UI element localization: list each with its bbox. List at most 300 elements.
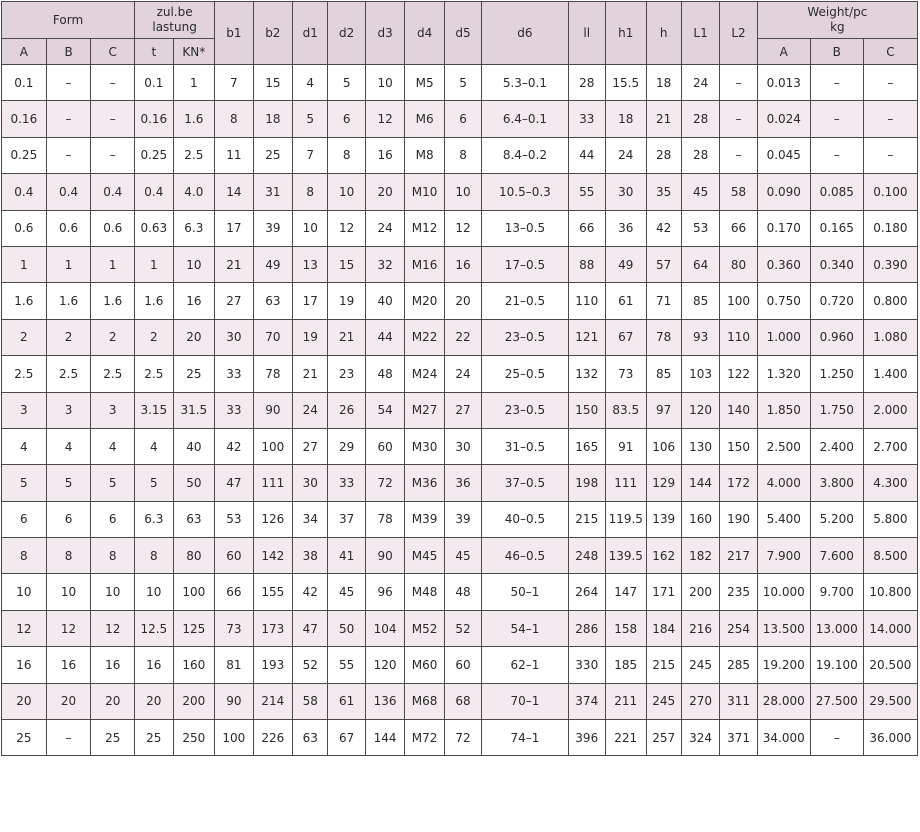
table-cell: 64: [681, 246, 719, 282]
table-cell: 3: [2, 392, 47, 428]
table-cell: 27: [293, 428, 328, 464]
table-cell: 17: [215, 210, 253, 246]
table-cell: 221: [605, 720, 646, 756]
table-cell: 10: [173, 246, 215, 282]
table-cell: 33: [215, 356, 253, 392]
table-cell: 2.5: [91, 356, 135, 392]
table-cell: 6: [46, 501, 91, 537]
table-cell: 264: [568, 574, 605, 610]
table-cell: 4: [46, 428, 91, 464]
table-cell: 200: [173, 683, 215, 719]
table-cell: 8: [444, 137, 481, 173]
table-cell: 104: [365, 610, 405, 646]
header-weight-b: B: [810, 39, 863, 65]
header-load-t: t: [135, 39, 173, 65]
table-cell: 97: [646, 392, 681, 428]
table-cell: 40: [173, 428, 215, 464]
table-cell: 66: [720, 210, 757, 246]
table-cell: 211: [605, 683, 646, 719]
table-cell: 184: [646, 610, 681, 646]
table-cell: 49: [605, 246, 646, 282]
table-cell: 5: [91, 465, 135, 501]
table-cell: 285: [720, 647, 757, 683]
table-cell: 96: [365, 574, 405, 610]
table-cell: 2.5: [173, 137, 215, 173]
table-cell: 121: [568, 319, 605, 355]
table-cell: 12: [46, 610, 91, 646]
table-cell: 16: [173, 283, 215, 319]
table-cell: 10: [91, 574, 135, 610]
table-cell: –: [46, 65, 91, 101]
table-cell: 120: [681, 392, 719, 428]
table-cell: 6: [91, 501, 135, 537]
table-cell: 1: [135, 246, 173, 282]
table-cell: 2: [46, 319, 91, 355]
table-cell: 0.090: [757, 174, 810, 210]
table-cell: 72: [444, 720, 481, 756]
table-cell: 6.3: [135, 501, 173, 537]
table-cell: 40–0.5: [482, 501, 568, 537]
table-cell: 0.170: [757, 210, 810, 246]
table-cell: 2.5: [135, 356, 173, 392]
table-cell: 16: [444, 246, 481, 282]
table-cell: 15.5: [605, 65, 646, 101]
table-cell: 139: [646, 501, 681, 537]
table-cell: M20: [405, 283, 445, 319]
table-cell: 10: [328, 174, 365, 210]
table-cell: 7: [215, 65, 253, 101]
table-cell: 12: [91, 610, 135, 646]
table-cell: 55: [328, 647, 365, 683]
table-cell: 73: [605, 356, 646, 392]
table-cell: 0.800: [863, 283, 917, 319]
table-cell: 22: [444, 319, 481, 355]
table-cell: 2.500: [757, 428, 810, 464]
table-cell: 5: [46, 465, 91, 501]
table-cell: 39: [444, 501, 481, 537]
header-h: h: [646, 2, 681, 65]
table-cell: 28: [646, 137, 681, 173]
table-cell: 0.045: [757, 137, 810, 173]
table-cell: 14: [215, 174, 253, 210]
table-cell: –: [46, 101, 91, 137]
table-cell: 0.100: [863, 174, 917, 210]
header-form-a: A: [2, 39, 47, 65]
table-cell: 52: [293, 647, 328, 683]
table-cell: 0.6: [46, 210, 91, 246]
table-cell: 48: [365, 356, 405, 392]
header-form: Form: [2, 2, 135, 39]
table-cell: 5: [135, 465, 173, 501]
table-cell: 45: [681, 174, 719, 210]
table-cell: 10.000: [757, 574, 810, 610]
table-cell: 0.960: [810, 319, 863, 355]
table-cell: 111: [253, 465, 293, 501]
table-row: [2, 610, 918, 646]
table-cell: 37–0.5: [482, 465, 568, 501]
table-cell: 21: [215, 246, 253, 282]
table-cell: M8: [405, 137, 445, 173]
table-cell: M5: [405, 65, 445, 101]
table-cell: 38: [293, 538, 328, 574]
table-cell: 215: [646, 647, 681, 683]
table-cell: 21–0.5: [482, 283, 568, 319]
table-cell: 46–0.5: [482, 538, 568, 574]
table-cell: 58: [293, 683, 328, 719]
table-cell: 91: [605, 428, 646, 464]
table-cell: 0.390: [863, 246, 917, 282]
table-cell: 30: [293, 465, 328, 501]
table-cell: 24: [444, 356, 481, 392]
table-cell: 90: [215, 683, 253, 719]
table-cell: 25: [135, 720, 173, 756]
table-cell: 270: [681, 683, 719, 719]
table-cell: 17–0.5: [482, 246, 568, 282]
table-cell: 60: [365, 428, 405, 464]
table-row: [2, 392, 918, 428]
table-cell: 4: [293, 65, 328, 101]
table-cell: 119.5: [605, 501, 646, 537]
table-cell: 0.180: [863, 210, 917, 246]
table-cell: 10: [293, 210, 328, 246]
table-cell: 235: [720, 574, 757, 610]
table-cell: 85: [681, 283, 719, 319]
table-cell: 71: [646, 283, 681, 319]
table-row: [2, 65, 918, 101]
table-cell: 61: [605, 283, 646, 319]
table-cell: 12: [2, 610, 47, 646]
table-cell: –: [863, 101, 917, 137]
table-cell: –: [720, 65, 757, 101]
table-cell: 20: [173, 319, 215, 355]
table-cell: –: [863, 137, 917, 173]
table-cell: 7: [293, 137, 328, 173]
table-cell: 34.000: [757, 720, 810, 756]
table-cell: 78: [646, 319, 681, 355]
table-cell: 5: [2, 465, 47, 501]
table-cell: 8.4–0.2: [482, 137, 568, 173]
table-cell: 33: [215, 392, 253, 428]
table-cell: 49: [253, 246, 293, 282]
table-cell: 217: [720, 538, 757, 574]
header-b2: b2: [253, 2, 293, 65]
table-cell: 24: [365, 210, 405, 246]
table-cell: 190: [720, 501, 757, 537]
table-cell: 150: [568, 392, 605, 428]
table-cell: 27: [215, 283, 253, 319]
table-cell: 254: [720, 610, 757, 646]
table-cell: 185: [605, 647, 646, 683]
table-cell: –: [720, 101, 757, 137]
table-cell: 110: [568, 283, 605, 319]
table-cell: 111: [605, 465, 646, 501]
table-cell: 324: [681, 720, 719, 756]
table-cell: 9.700: [810, 574, 863, 610]
table-cell: 90: [365, 538, 405, 574]
table-cell: 10: [46, 574, 91, 610]
table-cell: 172: [720, 465, 757, 501]
table-cell: 83.5: [605, 392, 646, 428]
table-cell: 0.4: [91, 174, 135, 210]
table-cell: 23–0.5: [482, 392, 568, 428]
table-cell: 31: [253, 174, 293, 210]
table-cell: –: [810, 65, 863, 101]
table-cell: 2: [91, 319, 135, 355]
table-cell: 4.300: [863, 465, 917, 501]
table-cell: 198: [568, 465, 605, 501]
table-cell: 28: [681, 137, 719, 173]
table-cell: 245: [681, 647, 719, 683]
table-cell: 158: [605, 610, 646, 646]
table-cell: 18: [605, 101, 646, 137]
table-cell: 1.320: [757, 356, 810, 392]
table-cell: 33: [568, 101, 605, 137]
table-cell: 21: [646, 101, 681, 137]
header-load-line1: zul.be: [156, 5, 193, 19]
table-cell: 1.6: [135, 283, 173, 319]
table-cell: 8: [2, 538, 47, 574]
table-cell: 330: [568, 647, 605, 683]
table-cell: 16: [2, 647, 47, 683]
table-cell: –: [810, 101, 863, 137]
table-cell: 28: [681, 101, 719, 137]
table-cell: 50–1: [482, 574, 568, 610]
table-cell: 7.600: [810, 538, 863, 574]
table-cell: 63: [253, 283, 293, 319]
table-cell: 16: [46, 647, 91, 683]
table-cell: 0.4: [2, 174, 47, 210]
table-cell: 18: [253, 101, 293, 137]
table-cell: 36: [605, 210, 646, 246]
table-row: [2, 428, 918, 464]
table-cell: 57: [646, 246, 681, 282]
table-cell: 2: [2, 319, 47, 355]
table-cell: M72: [405, 720, 445, 756]
table-cell: 1.850: [757, 392, 810, 428]
table-cell: 42: [293, 574, 328, 610]
table-cell: 8: [293, 174, 328, 210]
table-cell: 50: [173, 465, 215, 501]
header-d6: d6: [482, 2, 568, 65]
table-cell: 100: [253, 428, 293, 464]
table-cell: 60: [444, 647, 481, 683]
table-cell: 36: [444, 465, 481, 501]
table-cell: 0.63: [135, 210, 173, 246]
header-l2: L2: [720, 2, 757, 65]
table-cell: 28: [568, 65, 605, 101]
table-cell: 2.000: [863, 392, 917, 428]
table-cell: 214: [253, 683, 293, 719]
table-cell: 50: [328, 610, 365, 646]
table-cell: 1.6: [91, 283, 135, 319]
table-row: [2, 501, 918, 537]
table-cell: 106: [646, 428, 681, 464]
table-cell: 1: [173, 65, 215, 101]
header-weight-a: A: [757, 39, 810, 65]
table-cell: 2.5: [46, 356, 91, 392]
table-cell: 193: [253, 647, 293, 683]
table-cell: 25: [173, 356, 215, 392]
table-cell: 90: [253, 392, 293, 428]
table-cell: 81: [215, 647, 253, 683]
table-cell: 80: [173, 538, 215, 574]
table-cell: 72: [365, 465, 405, 501]
table-cell: 165: [568, 428, 605, 464]
table-cell: 216: [681, 610, 719, 646]
table-cell: 10.800: [863, 574, 917, 610]
table-cell: 39: [253, 210, 293, 246]
table-cell: 6: [2, 501, 47, 537]
table-cell: 36.000: [863, 720, 917, 756]
table-cell: 63: [173, 501, 215, 537]
header-load-kn: KN*: [173, 39, 215, 65]
table-cell: 1.6: [2, 283, 47, 319]
table-cell: 27.500: [810, 683, 863, 719]
table-cell: –: [91, 101, 135, 137]
table-cell: 60: [215, 538, 253, 574]
table-cell: 19: [293, 319, 328, 355]
table-cell: 68: [444, 683, 481, 719]
table-cell: 5.3–0.1: [482, 65, 568, 101]
header-load-line2: lastung: [152, 20, 197, 34]
table-cell: 0.16: [2, 101, 47, 137]
table-cell: 150: [720, 428, 757, 464]
table-cell: 1.6: [46, 283, 91, 319]
table-cell: 16: [91, 647, 135, 683]
table-row: [2, 101, 918, 137]
table-cell: 30: [215, 319, 253, 355]
table-cell: 3: [91, 392, 135, 428]
table-cell: 52: [444, 610, 481, 646]
table-cell: 70: [253, 319, 293, 355]
table-cell: 6: [444, 101, 481, 137]
table-cell: 171: [646, 574, 681, 610]
table-cell: 110: [720, 319, 757, 355]
table-cell: 155: [253, 574, 293, 610]
table-cell: 31–0.5: [482, 428, 568, 464]
table-cell: –: [810, 720, 863, 756]
header-d3: d3: [365, 2, 405, 65]
table-cell: 0.085: [810, 174, 863, 210]
table-cell: 2.5: [2, 356, 47, 392]
table-body: [2, 65, 918, 756]
table-cell: 28.000: [757, 683, 810, 719]
table-row: [2, 174, 918, 210]
table-cell: 45: [444, 538, 481, 574]
header-weight-line2: kg: [830, 20, 845, 34]
table-cell: 1.080: [863, 319, 917, 355]
header-d5: d5: [444, 2, 481, 65]
table-row: [2, 683, 918, 719]
table-cell: 0.1: [135, 65, 173, 101]
table-cell: 30: [444, 428, 481, 464]
header-weight-line1: Weight/pc: [807, 5, 868, 19]
table-cell: 0.6: [2, 210, 47, 246]
table-cell: 0.360: [757, 246, 810, 282]
table-cell: 311: [720, 683, 757, 719]
table-cell: 0.720: [810, 283, 863, 319]
table-cell: 33: [328, 465, 365, 501]
table-cell: 0.024: [757, 101, 810, 137]
table-cell: 4: [2, 428, 47, 464]
table-cell: 26: [328, 392, 365, 428]
table-cell: M45: [405, 538, 445, 574]
table-cell: 0.25: [2, 137, 47, 173]
table-cell: M60: [405, 647, 445, 683]
table-cell: 0.013: [757, 65, 810, 101]
table-cell: 45: [328, 574, 365, 610]
table-cell: 200: [681, 574, 719, 610]
table-cell: 13–0.5: [482, 210, 568, 246]
table-cell: 10: [2, 574, 47, 610]
table-cell: –: [863, 65, 917, 101]
table-cell: 12: [365, 101, 405, 137]
table-cell: 31.5: [173, 392, 215, 428]
table-cell: 8.500: [863, 538, 917, 574]
table-cell: 42: [646, 210, 681, 246]
table-cell: 61: [328, 683, 365, 719]
table-cell: 10: [444, 174, 481, 210]
table-cell: 16: [365, 137, 405, 173]
table-cell: 24: [681, 65, 719, 101]
table-cell: M48: [405, 574, 445, 610]
table-cell: 70–1: [482, 683, 568, 719]
table-cell: 25–0.5: [482, 356, 568, 392]
table-cell: 1.400: [863, 356, 917, 392]
table-cell: 19.200: [757, 647, 810, 683]
table-cell: 55: [568, 174, 605, 210]
table-row: [2, 137, 918, 173]
table-cell: 67: [328, 720, 365, 756]
table-cell: 32: [365, 246, 405, 282]
table-cell: 0.1: [2, 65, 47, 101]
table-cell: 1.6: [173, 101, 215, 137]
table-cell: M12: [405, 210, 445, 246]
table-cell: 21: [328, 319, 365, 355]
header-l1: L1: [681, 2, 719, 65]
table-cell: 6.4–0.1: [482, 101, 568, 137]
table-cell: 8: [46, 538, 91, 574]
table-cell: 24: [605, 137, 646, 173]
header-d4: d4: [405, 2, 445, 65]
table-cell: 122: [720, 356, 757, 392]
table-cell: 5: [293, 101, 328, 137]
table-cell: 248: [568, 538, 605, 574]
table-cell: 14.000: [863, 610, 917, 646]
table-row: [2, 210, 918, 246]
table-cell: 1.250: [810, 356, 863, 392]
table-cell: 139.5: [605, 538, 646, 574]
table-cell: 5.200: [810, 501, 863, 537]
table-cell: 226: [253, 720, 293, 756]
table-cell: 85: [646, 356, 681, 392]
table-cell: 20.500: [863, 647, 917, 683]
table-cell: 15: [253, 65, 293, 101]
table-cell: M6: [405, 101, 445, 137]
header-ll: ll: [568, 2, 605, 65]
table-cell: 10: [365, 65, 405, 101]
table-cell: 4.000: [757, 465, 810, 501]
table-cell: 0.165: [810, 210, 863, 246]
table-cell: –: [91, 137, 135, 173]
table-cell: 4: [135, 428, 173, 464]
table-cell: 23: [328, 356, 365, 392]
header-h1: h1: [605, 2, 646, 65]
table-cell: 44: [568, 137, 605, 173]
table-cell: 8: [135, 538, 173, 574]
table-cell: 62–1: [482, 647, 568, 683]
table-cell: 10.5–0.3: [482, 174, 568, 210]
